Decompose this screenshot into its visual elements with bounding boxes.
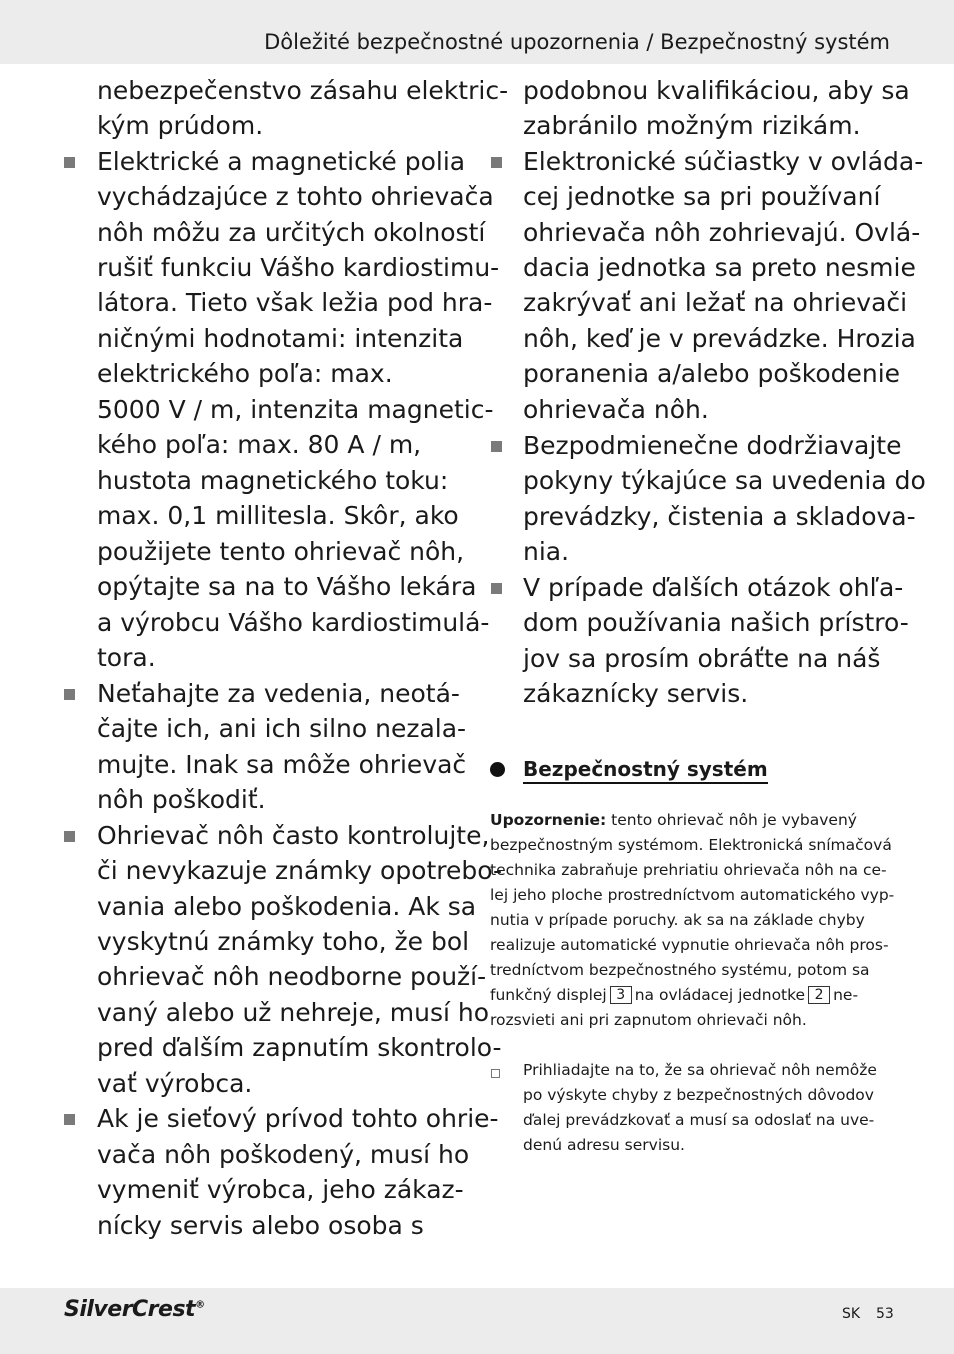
- text-line: nôh môžu za určitých okolností: [97, 218, 486, 247]
- text-line: nebezpečenstvo zásahu elektric-: [97, 76, 509, 105]
- text-line: vača nôh poškodený, musí ho: [97, 1140, 470, 1169]
- text-line: Elektronické súčiastky v ovláda-: [523, 147, 924, 176]
- text-line: ničnými hodnotami: intenzita: [97, 324, 464, 353]
- text-line: Bezpodmienečne dodržiavajte: [523, 431, 902, 460]
- text-line: jov sa prosím obráťte na náš: [523, 644, 881, 673]
- bullet-marker: [64, 689, 75, 700]
- text-line: podobnou kvalifikáciou, aby sa: [523, 76, 910, 105]
- text-line: použijete tento ohrievač nôh,: [97, 537, 465, 566]
- text-line: dacia jednotka sa preto nesmie: [523, 253, 916, 282]
- square-bullet-icon: [491, 1069, 500, 1078]
- bullet-marker: [64, 1114, 75, 1125]
- text-line: a výrobcu Vášho kardiostimulá-: [97, 608, 490, 637]
- text-line: látora. Tieto však ležia pod hra-: [97, 288, 493, 317]
- text-line: pred ďalším zapnutím skontrolo-: [97, 1033, 502, 1062]
- text-line: vyskytnú známky toho, že bol: [97, 927, 470, 956]
- note-line: technika zabraňuje prehriatiu ohrievača nôh na ce-: [490, 861, 887, 879]
- language-code: SK: [842, 1306, 861, 1322]
- text-line: elektrického poľa: max.: [97, 359, 393, 388]
- bullet-marker: [491, 157, 502, 168]
- text-line: nia.: [523, 537, 570, 566]
- text-line: max. 0,1 millitesla. Skôr, ako: [97, 501, 459, 530]
- brand-name: SilverCrest: [64, 1297, 196, 1322]
- note-label: Upozornenie:: [490, 811, 607, 829]
- text-line: nícky servis alebo osoba s: [97, 1211, 424, 1240]
- bullet-marker: [491, 441, 502, 452]
- text-line: V prípade ďalších otázok ohľa-: [523, 573, 904, 602]
- text-line: či nevykazuje známky opotrebo-: [97, 856, 503, 885]
- text-line: nôh poškodiť.: [97, 785, 266, 814]
- note-line: [490, 985, 858, 1005]
- text-line: ohrievača nôh.: [523, 395, 709, 424]
- page-number: 53: [876, 1306, 894, 1322]
- text-line: Ohrievač nôh často kontrolujte,: [97, 821, 490, 850]
- text-line: zákaznícky servis.: [523, 679, 749, 708]
- tip-line: Prihliadajte na to, že sa ohrievač nôh nemôže: [523, 1061, 877, 1079]
- text-line: cej jednotke sa pri používaní: [523, 182, 881, 211]
- note-line: realizuje automatické vypnutie ohrievača nôh pros-: [490, 936, 889, 954]
- text-line: kým prúdom.: [97, 111, 264, 140]
- note-line: [490, 810, 857, 830]
- text-line: Elektrické a magnetické polia: [97, 147, 466, 176]
- note-text: na ovládacej jednotke: [634, 986, 806, 1004]
- text-line: ohrievač nôh neodborne použí-: [97, 962, 487, 991]
- note-text: tento ohrievač nôh je vybavený: [606, 811, 857, 829]
- text-line: 5000 V / m, intenzita magnetic-: [97, 395, 494, 424]
- text-line: nôh, keď je v prevádzke. Hrozia: [523, 324, 916, 353]
- brand-logo: [64, 1297, 205, 1322]
- note-line: bezpečnostným systémom. Elektronická snímačová: [490, 836, 892, 854]
- unit-reference-number: 2: [808, 986, 830, 1004]
- text-line: zabránilo možným rizikám.: [523, 111, 861, 140]
- text-line: pokyny týkajúce sa uvedenia do: [523, 466, 926, 495]
- text-line: poranenia a/alebo poškodenie: [523, 359, 901, 388]
- tip-line: po výskyte chyby z bezpečnostných dôvodov: [523, 1086, 874, 1104]
- text-line: Ak je sieťový prívod tohto ohrie-: [97, 1104, 499, 1133]
- bullet-marker: [491, 583, 502, 594]
- bullet-marker: [64, 157, 75, 168]
- note-line: tredníctvom bezpečnostného systému, potom sa: [490, 961, 870, 979]
- note-line: nutia v prípade poruchy. ak sa na základe chyby: [490, 911, 865, 929]
- text-line: rušiť funkciu Vášho kardiostimu-: [97, 253, 500, 282]
- text-line: čajte ich, ani ich silno nezala-: [97, 714, 467, 743]
- text-line: vychádzajúce z tohto ohrievača: [97, 182, 494, 211]
- bullet-marker: [64, 831, 75, 842]
- note-text: ne-: [833, 986, 859, 1004]
- note-line: rozsvieti ani pri zapnutom ohrievači nôh.: [490, 1011, 807, 1029]
- text-line: prevádzky, čistenia a skladova-: [523, 502, 916, 531]
- text-line: zakrývať ani ležať na ohrievači: [523, 288, 908, 317]
- text-line: ohrievača nôh zohrievajú. Ovlá-: [523, 218, 921, 247]
- section-heading: Bezpečnostný systém: [523, 756, 768, 784]
- section-bullet-dot: [490, 762, 505, 777]
- registered-mark: ®: [195, 1299, 205, 1311]
- text-line: Neťahajte za vedenia, neotá-: [97, 679, 460, 708]
- text-line: opýtajte sa na to Vášho lekára: [97, 572, 477, 601]
- text-line: tora.: [97, 643, 156, 672]
- text-line: dom používania našich prístro-: [523, 608, 909, 637]
- text-line: hustota magnetického toku:: [97, 466, 449, 495]
- page-header-title: Dôležité bezpečnostné upozornenia / Bezpečnostný systém: [264, 30, 890, 54]
- tip-line: ďalej prevádzkovať a musí sa odoslať na uve-: [523, 1111, 875, 1129]
- text-line: vymeniť výrobca, jeho zákaz-: [97, 1175, 464, 1204]
- text-line: kého poľa: max. 80 A / m,: [97, 430, 422, 459]
- note-text: funkčný displej: [490, 986, 607, 1004]
- text-line: vať výrobca.: [97, 1069, 253, 1098]
- display-reference-number: 3: [610, 986, 632, 1004]
- tip-line: denú adresu servisu.: [523, 1136, 685, 1154]
- header-band: [0, 0, 954, 64]
- text-line: mujte. Inak sa môže ohrievač: [97, 750, 467, 779]
- note-line: lej jeho ploche prostredníctvom automatického vyp-: [490, 886, 895, 904]
- text-line: vaný alebo už nehreje, musí ho: [97, 998, 490, 1027]
- text-line: vania alebo poškodenia. Ak sa: [97, 892, 477, 921]
